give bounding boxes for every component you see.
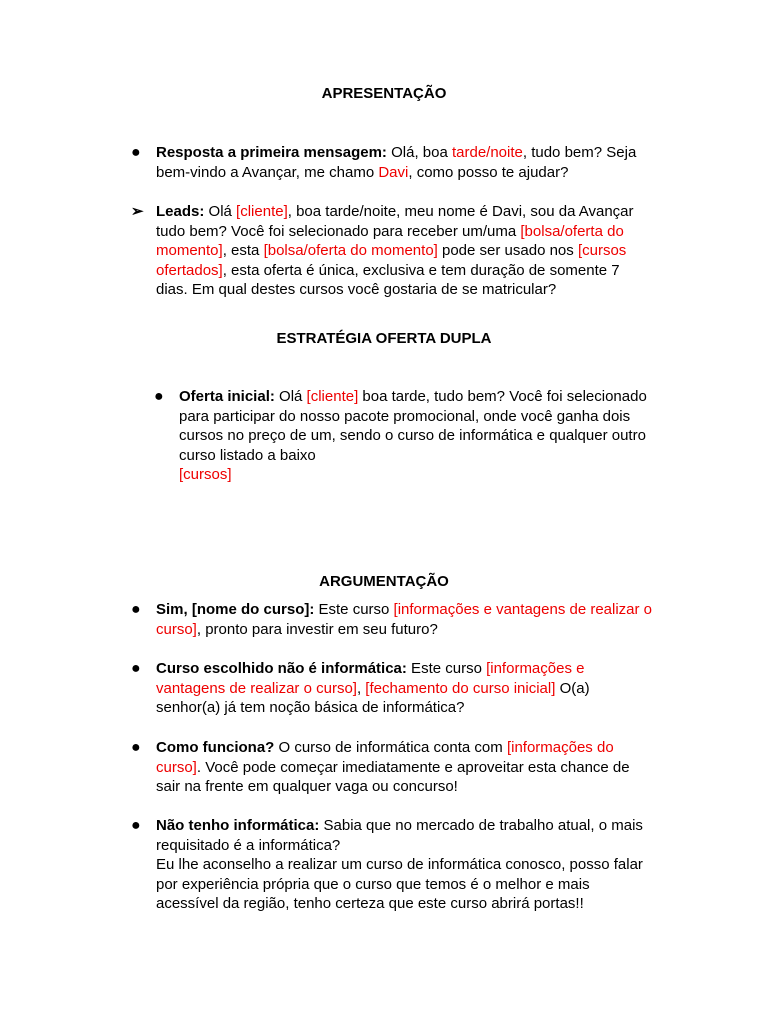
- bullet-dot-icon: ●: [131, 660, 141, 677]
- placeholder-text: [bolsa/oferta do momento]: [263, 242, 438, 259]
- list-item-resposta: Resposta a primeira mensagem: Olá, boa tarde/noite, tudo bem? Seja bem-vindo a Avançar, me chamo Davi, como posso te ajudar?: [156, 144, 637, 181]
- heading-apresentacao: APRESENTAÇÃO: [321, 85, 447, 102]
- bullet-dot-icon: ●: [131, 817, 141, 834]
- list-item-como-funciona: Como funciona? O curso de informática conta com [informações do curso]. Você pode começar imediatamente e aproveitar esta chance de sair na frente em qualquer vaga ou concurso!: [156, 739, 630, 795]
- list-item-sim: Sim, [nome do curso]: Este curso [informações e vantagens de realizar o curso], pronto para investir em seu futuro?: [156, 601, 653, 638]
- item-label: Não tenho informática:: [156, 817, 320, 834]
- placeholder-text: [cursos ofertados]: [156, 242, 627, 279]
- item-label: Resposta a primeira mensagem:: [156, 144, 387, 161]
- placeholder-text: [cliente]: [306, 388, 359, 405]
- item-label: Como funciona?: [156, 739, 275, 756]
- bullet-dot-icon: ●: [154, 388, 164, 405]
- placeholder-text: [informações e vantagens de realizar o curso]: [156, 660, 585, 697]
- item-label: Sim, [nome do curso]:: [156, 601, 315, 618]
- placeholder-text: [fechamento do curso inicial]: [365, 679, 556, 697]
- item-label: Oferta inicial:: [179, 388, 275, 405]
- placeholder-text: [cursos]: [179, 466, 232, 483]
- heading-estrategia: ESTRATÉGIA OFERTA DUPLA: [276, 330, 492, 347]
- list-item-oferta-inicial: Oferta inicial: Olá [cliente] boa tarde, tudo bem? Você foi selecionado para participar do nosso pacote promocional, onde você ganha dois cursos no preço de um, sendo o curso de informática e qualquer outro curso listado a baixo [cursos]: [179, 388, 647, 483]
- placeholder-text: [bolsa/oferta do momento]: [156, 222, 624, 259]
- placeholder-text: [informações do curso]: [156, 739, 614, 776]
- placeholder-text: [informações e vantagens de realizar o curso]: [156, 601, 653, 638]
- item-label: Curso escolhido não é informática:: [156, 660, 407, 677]
- bullet-dot-icon: ●: [131, 601, 141, 618]
- placeholder-text: Davi: [378, 163, 409, 181]
- bullet-dot-icon: ●: [131, 144, 141, 161]
- list-item-nao-tenho: Não tenho informática: Sabia que no mercado de trabalho atual, o mais requisitado é a informática? Eu lhe aconselho a realizar um curso de informática conosco, posso falar por experiência própria que o curso que temos é o melhor e mais acessível da região, tenho certeza que este curso abrirá portas!!: [156, 817, 643, 912]
- heading-argumentacao: ARGUMENTAÇÃO: [319, 573, 449, 590]
- list-item-leads: Leads: Olá [cliente], boa tarde/noite, meu nome é Davi, sou da Avançar tudo bem? Você foi selecionado para receber um/uma [bolsa/oferta do momento], esta [bolsa/oferta do momento] pode ser usado nos [cursos ofertados], esta oferta é única, exclusiva e tem duração de somente 7 dias. Em qual destes cursos você gostaria de se matricular?: [156, 203, 634, 298]
- bullet-arrow-icon: ➢: [131, 203, 144, 220]
- list-item-curso-escolhido: Curso escolhido não é informática: Este curso [informações e vantagens de realizar o curso], [fechamento do curso inicial] O(a) senhor(a) já tem noção básica de informática?: [156, 660, 590, 716]
- bullet-dot-icon: ●: [131, 739, 141, 756]
- placeholder-text: tarde/noite: [451, 144, 523, 161]
- item-label: Leads:: [156, 203, 205, 220]
- placeholder-text: [cliente]: [236, 203, 288, 220]
